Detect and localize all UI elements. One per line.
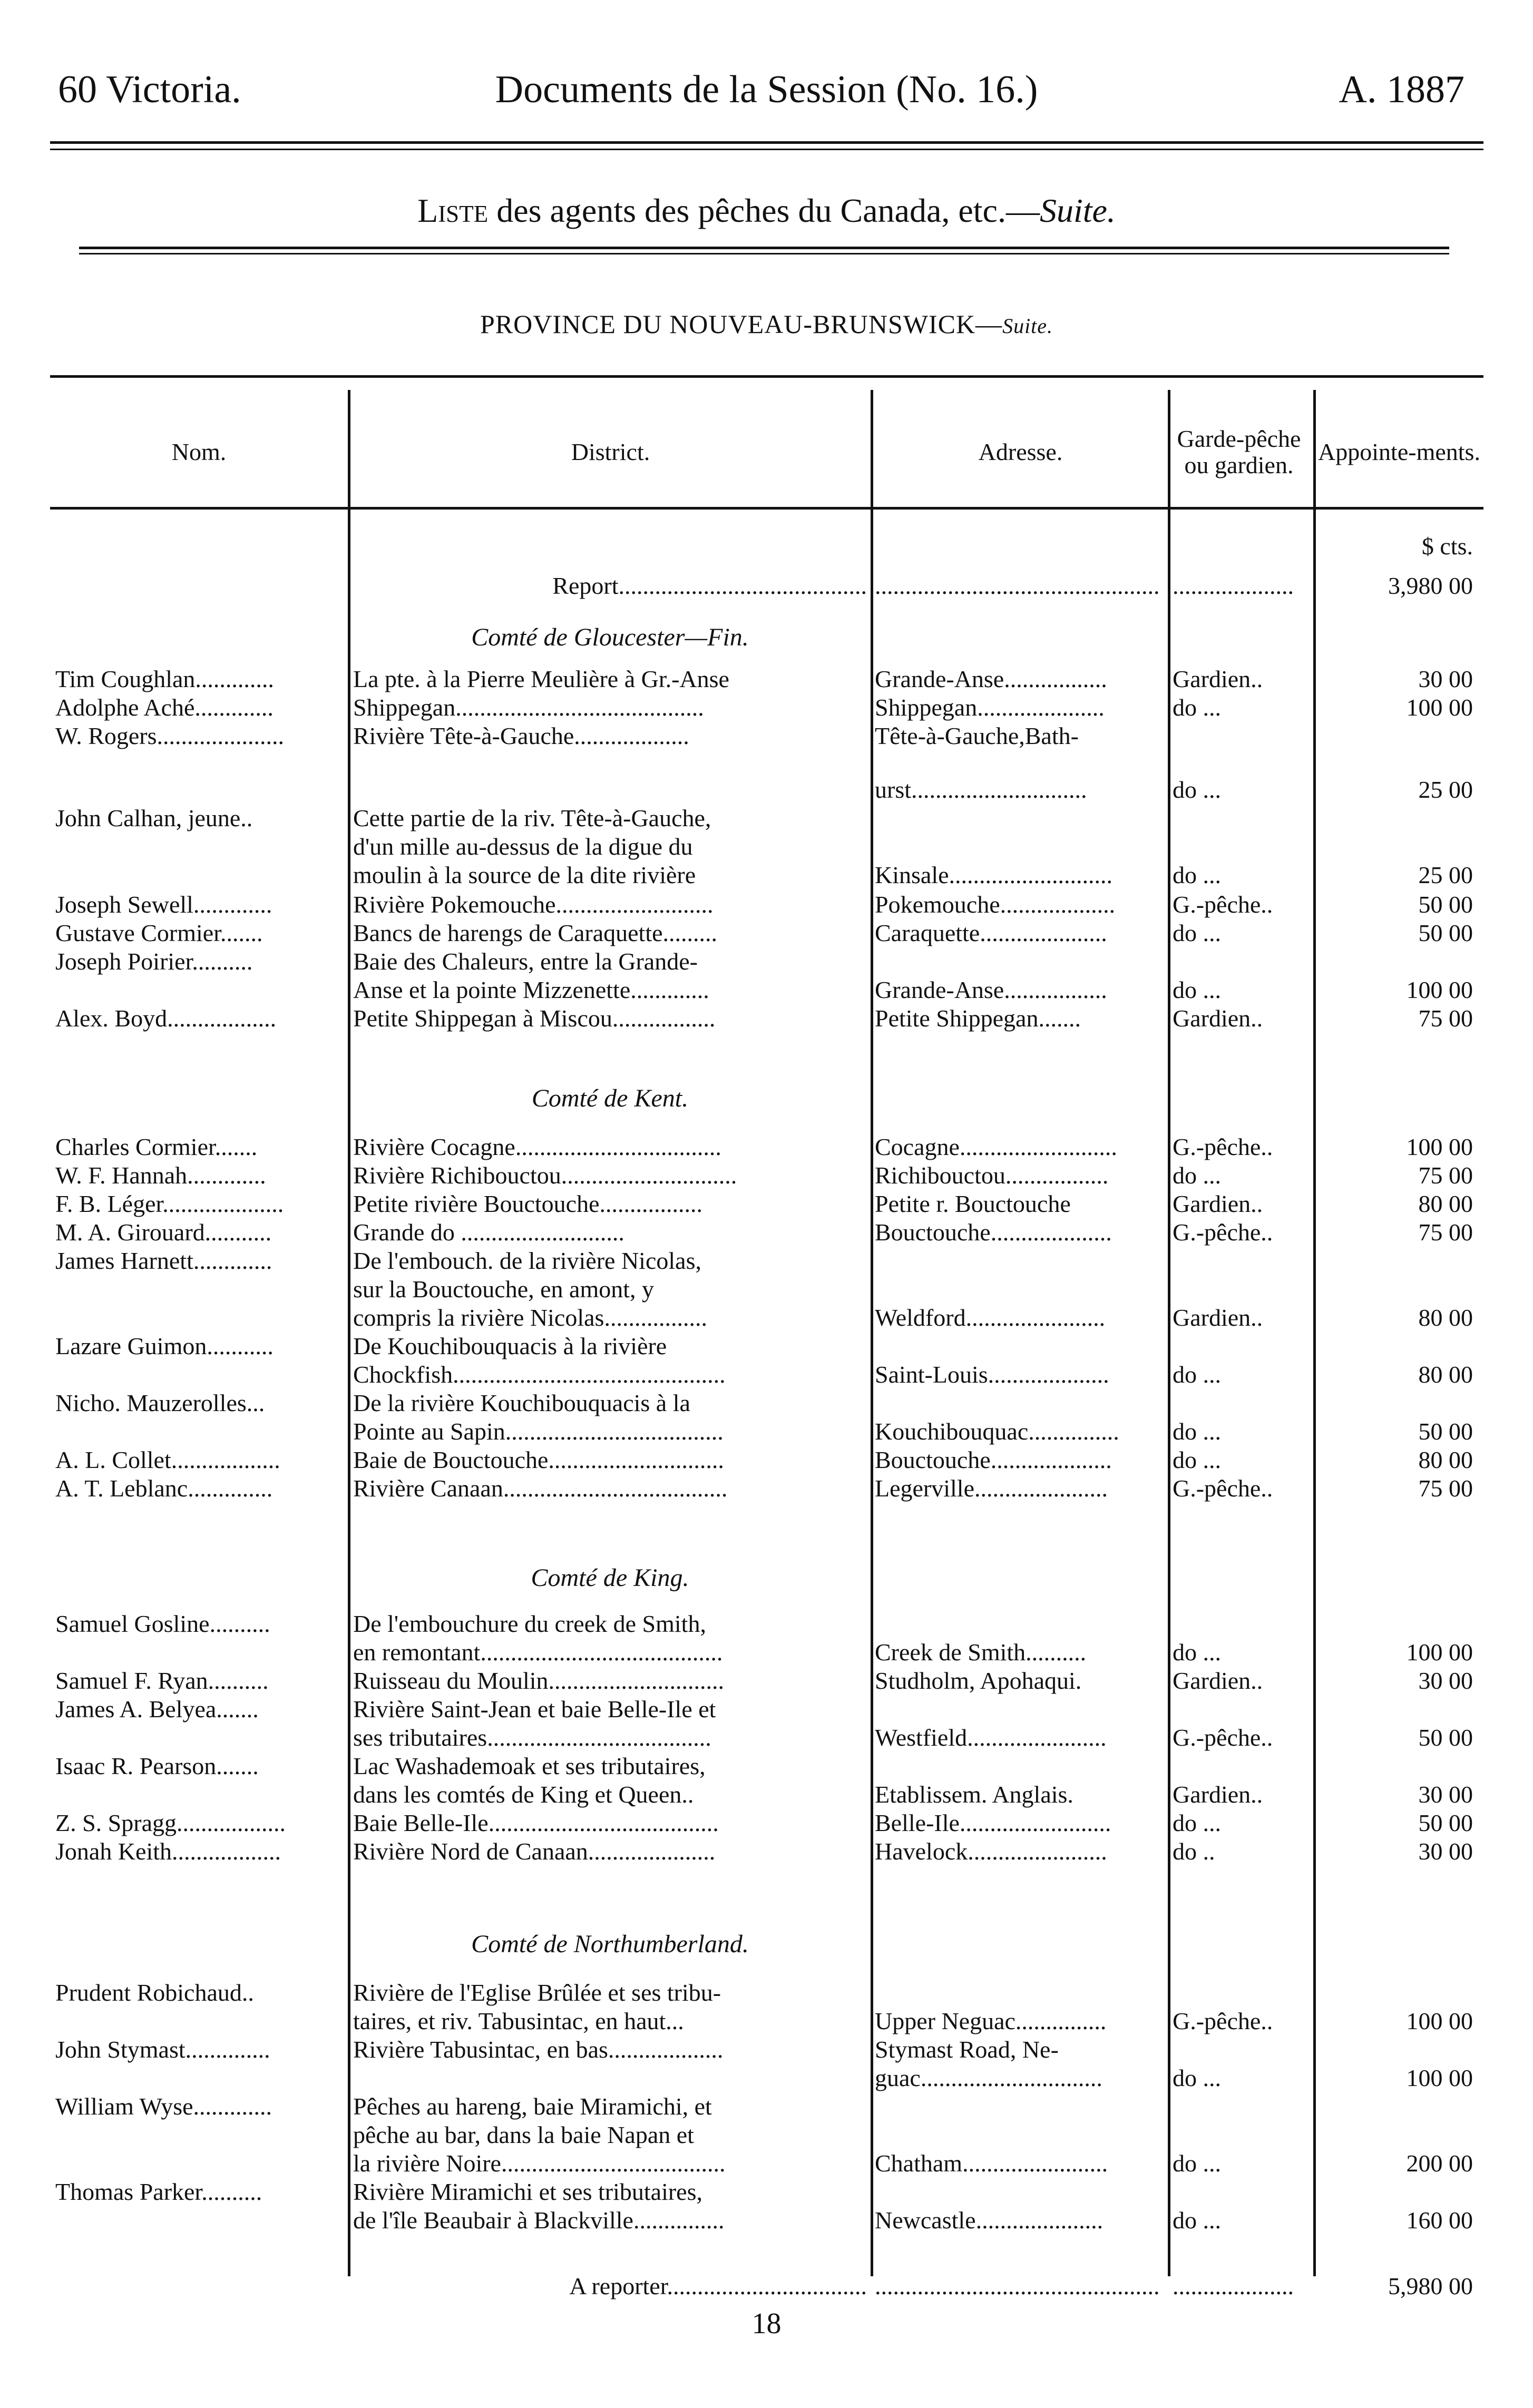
agent-district: de l'île Beaubair à Blackville...............	[353, 2207, 725, 2234]
table-row	[0, 1133, 1533, 1161]
agent-address: Grande-Anse.................	[875, 976, 1107, 1003]
table-row	[0, 1275, 1533, 1304]
agent-district: Ruisseau du Moulin.............................	[353, 1667, 725, 1694]
agent-district: Baie Belle-Ile......................................	[353, 1809, 719, 1836]
agent-district: De l'embouch. de la rivière Nicolas,	[353, 1247, 701, 1274]
table-row	[0, 1332, 1533, 1360]
table-row	[0, 722, 1533, 750]
agent-name: Lazare Guimon...........	[55, 1333, 274, 1359]
report-garde-leader: ....................	[1173, 572, 1294, 599]
agent-amount: 200 00	[1406, 2150, 1473, 2177]
province-title	[0, 303, 1533, 347]
agent-address: Grande-Anse.................	[875, 665, 1107, 692]
table-row	[0, 1161, 1533, 1190]
table-row	[0, 2007, 1533, 2035]
agent-district: ses tributaires.....................................	[353, 1724, 711, 1751]
agent-district: Lac Washademoak et ses tributaires,	[353, 1753, 706, 1779]
column-header-nom: Nom.	[171, 438, 227, 465]
agent-address: Stymast Road, Ne-	[875, 2036, 1059, 2063]
header-document-title: Documents de la Session (No. 16.)	[495, 68, 1038, 111]
agent-garde: Gardien..	[1173, 1005, 1263, 1032]
agent-name: W. F. Hannah.............	[55, 1162, 266, 1189]
carry-forward-garde-leader: ....................	[1173, 2273, 1294, 2299]
agent-district: la rivière Noire.....................................	[353, 2150, 726, 2177]
county-heading-gloucester: Comté de Gloucester—Fin.	[471, 623, 749, 651]
agent-amount: 80 00	[1418, 1190, 1473, 1217]
table-row	[0, 665, 1533, 693]
table-row	[0, 2121, 1533, 2149]
agent-district: Rivière Tête-à-Gauche...................	[353, 722, 689, 749]
agent-address: Bouctouche....................	[875, 1446, 1112, 1473]
agent-name: Thomas Parker..........	[55, 2178, 262, 2205]
agent-address: Petite Shippegan.......	[875, 1005, 1081, 1032]
agent-address: Havelock.......................	[875, 1838, 1107, 1865]
agent-address: Etablissem. Anglais.	[875, 1781, 1073, 1808]
agent-name: Jonah Keith..................	[55, 1838, 281, 1865]
agent-district: Bancs de harengs de Caraquette.........	[353, 919, 718, 946]
agent-garde: Gardien..	[1173, 1190, 1263, 1217]
column-header-adresse: Adresse.	[978, 438, 1063, 465]
agent-district: Petite Shippegan à Miscou.................	[353, 1005, 716, 1032]
agent-name: A. L. Collet..................	[55, 1446, 280, 1473]
report-address-leader: ...............................................	[875, 572, 1160, 599]
table-row	[0, 1780, 1533, 1809]
agent-address: Weldford.......................	[875, 1304, 1106, 1331]
table-row	[0, 1724, 1533, 1752]
table-row	[0, 1218, 1533, 1247]
agent-garde: G.-pêche..	[1173, 1724, 1273, 1751]
table-row	[0, 1389, 1533, 1417]
table-row	[0, 2092, 1533, 2121]
table-row	[0, 2149, 1533, 2178]
county-heading-king: Comté de King.	[531, 1564, 689, 1592]
agent-garde: do ...	[1173, 694, 1221, 721]
agent-amount: 25 00	[1418, 862, 1473, 888]
agent-district: Rivière Richibouctou.............................	[353, 1162, 737, 1189]
agent-address: Belle-Ile.........................	[875, 1809, 1111, 1836]
agent-amount: 80 00	[1418, 1446, 1473, 1473]
header-volume: A. 1887	[1339, 68, 1464, 111]
title-rule-top	[79, 247, 1449, 249]
table-row	[0, 1638, 1533, 1667]
agent-amount: 100 00	[1406, 1639, 1473, 1666]
table-row	[0, 919, 1533, 947]
agent-garde: do ...	[1173, 1809, 1221, 1836]
agent-amount: 100 00	[1406, 694, 1473, 721]
table-head-rule	[50, 507, 1483, 510]
header-rule-bottom	[50, 149, 1483, 150]
table-row	[0, 1837, 1533, 1866]
table-row	[0, 1190, 1533, 1218]
agent-name: Samuel F. Ryan..........	[55, 1667, 269, 1694]
agent-garde: do ...	[1173, 919, 1221, 946]
agent-amount: 100 00	[1406, 976, 1473, 1003]
agent-district: Cette partie de la riv. Tête-à-Gauche,	[353, 805, 711, 831]
agent-amount: 75 00	[1418, 1162, 1473, 1189]
agent-name: F. B. Léger....................	[55, 1190, 284, 1217]
list-title-suite: Suite.	[1039, 192, 1116, 229]
column-header-appointements: Appointe-ments.	[1318, 438, 1480, 465]
agent-name: Samuel Gosline..........	[55, 1610, 270, 1637]
agent-name: James Harnett.............	[55, 1247, 272, 1274]
agent-district: Rivière Cocagne..................................	[353, 1133, 721, 1160]
table-row	[0, 1752, 1533, 1780]
agent-name: M. A. Girouard...........	[55, 1219, 272, 1246]
agent-name: Joseph Poirier..........	[55, 948, 253, 975]
agent-garde: do ...	[1173, 1162, 1221, 1189]
agent-name: A. T. Leblanc..............	[55, 1475, 273, 1502]
agent-amount: 75 00	[1418, 1475, 1473, 1502]
agent-address: Tête-à-Gauche,Bath-	[875, 722, 1079, 749]
agent-amount: 30 00	[1418, 1838, 1473, 1865]
carry-forward-amount: 5,980 00	[1388, 2273, 1473, 2299]
agent-district: Rivière Miramichi et ses tributaires,	[353, 2178, 702, 2205]
agent-district: Pointe au Sapin....................................	[353, 1418, 724, 1445]
table-row	[0, 1446, 1533, 1474]
agent-garde: do ...	[1173, 2064, 1221, 2091]
agent-address: Petite r. Bouctouche	[875, 1190, 1071, 1217]
agent-garde: G.-pêche..	[1173, 1475, 1273, 1502]
agent-garde: G.-pêche..	[1173, 2008, 1273, 2034]
agent-address: Richibouctou.................	[875, 1162, 1109, 1189]
agent-address: Cocagne..........................	[875, 1133, 1117, 1160]
column-header-garde: Garde-pêche ou gardien.	[1177, 425, 1301, 478]
agent-address: Caraquette.....................	[875, 919, 1107, 946]
list-title	[0, 184, 1533, 237]
agent-district: d'un mille au-dessus de la digue du	[353, 833, 693, 860]
county-heading-northumberland: Comté de Northumberland.	[471, 1930, 749, 1958]
agent-garde: do ...	[1173, 2207, 1221, 2234]
agent-amount: 50 00	[1418, 891, 1473, 918]
province-suite: Suite.	[1002, 314, 1053, 338]
agent-name: James A. Belyea.......	[55, 1696, 259, 1722]
agent-amount: 100 00	[1406, 1133, 1473, 1160]
table-top-rule	[50, 375, 1483, 378]
agent-garde: do ...	[1173, 1639, 1221, 1666]
agent-amount: 25 00	[1418, 776, 1473, 803]
agent-district: Rivière de l'Eglise Brûlée et ses tribu-	[353, 1979, 721, 2006]
agent-address: Kinsale...........................	[875, 862, 1113, 888]
report-amount: 3,980 00	[1388, 572, 1473, 599]
agent-amount: 100 00	[1406, 2008, 1473, 2034]
agent-name: John Stymast..............	[55, 2036, 270, 2063]
agent-district: compris la rivière Nicolas.................	[353, 1304, 707, 1331]
agent-address: Studholm, Apohaqui.	[875, 1667, 1082, 1694]
agent-garde: do ...	[1173, 2150, 1221, 2177]
agent-amount: 50 00	[1418, 1724, 1473, 1751]
agent-garde: do ...	[1173, 976, 1221, 1003]
agent-name: Nicho. Mauzerolles...	[55, 1389, 265, 1416]
agent-address: Upper Neguac...............	[875, 2008, 1107, 2034]
carry-forward-row	[0, 2272, 1533, 2301]
table-row	[0, 1667, 1533, 1695]
agent-address: Legerville......................	[875, 1475, 1108, 1502]
agent-name: W. Rogers.....................	[55, 722, 285, 749]
agent-amount: 80 00	[1418, 1361, 1473, 1388]
agent-amount: 50 00	[1418, 1809, 1473, 1836]
agent-amount: 50 00	[1418, 1418, 1473, 1445]
agent-district: Baie des Chaleurs, entre la Grande-	[353, 948, 698, 975]
agent-amount: 30 00	[1418, 1667, 1473, 1694]
agent-garde: do ...	[1173, 776, 1221, 803]
agent-name: John Calhan, jeune..	[55, 805, 253, 831]
agent-address: Creek de Smith..........	[875, 1639, 1087, 1666]
agent-district: Shippegan.........................................	[353, 694, 704, 721]
agent-name: Tim Coughlan.............	[55, 665, 274, 692]
agent-garde: Gardien..	[1173, 665, 1263, 692]
agent-name: Gustave Cormier.......	[55, 919, 263, 946]
agent-address: Westfield.......................	[875, 1724, 1107, 1751]
table-row	[0, 2035, 1533, 2064]
agent-address: Newcastle.....................	[875, 2207, 1104, 2234]
agent-address: Pokemouche...................	[875, 891, 1116, 918]
agent-name: Alex. Boyd..................	[55, 1005, 277, 1032]
agent-name: Adolphe Aché.............	[55, 694, 274, 721]
agent-district: Petite rivière Bouctouche.................	[353, 1190, 703, 1217]
table-row	[0, 861, 1533, 889]
table-row	[0, 1247, 1533, 1275]
agent-name: Joseph Sewell.............	[55, 891, 272, 918]
agent-district: Grande do ...........................	[353, 1219, 624, 1246]
table-row	[0, 976, 1533, 1004]
agent-amount: 160 00	[1406, 2207, 1473, 2234]
agent-address: Bouctouche....................	[875, 1219, 1112, 1246]
agent-amount: 30 00	[1418, 665, 1473, 692]
table-row	[0, 1004, 1533, 1033]
table-row	[0, 776, 1533, 804]
table-row	[0, 804, 1533, 833]
table-row	[0, 2206, 1533, 2235]
table-row	[0, 1695, 1533, 1724]
agent-district: en remontant........................................	[353, 1639, 723, 1666]
agent-amount: 50 00	[1418, 919, 1473, 946]
agent-district: De Kouchibouquacis à la rivière	[353, 1333, 667, 1359]
agent-address: Chatham........................	[875, 2150, 1108, 2177]
agent-amount: 80 00	[1418, 1304, 1473, 1331]
agent-name: Prudent Robichaud..	[55, 1979, 254, 2006]
agent-district: pêche au bar, dans la baie Napan et	[353, 2121, 694, 2148]
agent-district: Anse et la pointe Mizzenette.............	[353, 976, 709, 1003]
table-row	[0, 1417, 1533, 1446]
agent-address: guac..............................	[875, 2064, 1102, 2091]
agent-district: De l'embouchure du creek de Smith,	[353, 1610, 706, 1637]
agent-garde: G.-pêche..	[1173, 891, 1273, 918]
header-session-year: 60 Victoria.	[58, 68, 241, 111]
agent-garde: do ...	[1173, 1361, 1221, 1388]
currency-heading	[0, 532, 1533, 561]
agent-district: dans les comtés de King et Queen..	[353, 1781, 694, 1808]
agent-district: Chockfish.............................................	[353, 1361, 726, 1388]
agent-garde: do ...	[1173, 1418, 1221, 1445]
agent-district: taires, et riv. Tabusintac, en haut...	[353, 2008, 684, 2034]
agent-district: Rivière Saint-Jean et baie Belle-Ile et	[353, 1696, 716, 1722]
agent-district: Rivière Nord de Canaan.....................	[353, 1838, 716, 1865]
column-header-district: District.	[571, 438, 650, 465]
table-row	[0, 1304, 1533, 1332]
agent-address: Saint-Louis....................	[875, 1361, 1109, 1388]
table-row	[0, 2064, 1533, 2092]
table-row	[0, 1360, 1533, 1389]
agent-district: Pêches au hareng, baie Miramichi, et	[353, 2093, 712, 2120]
running-header	[0, 58, 1533, 121]
page-number: 18	[751, 2307, 782, 2340]
agent-address: Kouchibouquac...............	[875, 1418, 1119, 1445]
agent-garde: do ..	[1173, 1838, 1215, 1865]
agent-garde: do ...	[1173, 862, 1221, 888]
agent-amount: 75 00	[1418, 1219, 1473, 1246]
agent-address: urst.............................	[875, 776, 1087, 803]
agent-district: sur la Bouctouche, en amont, y	[353, 1276, 655, 1303]
table-row	[0, 2178, 1533, 2206]
agent-name: Isaac R. Pearson.......	[55, 1753, 259, 1779]
agent-district: De la rivière Kouchibouquacis à la	[353, 1389, 690, 1416]
agent-amount: 75 00	[1418, 1005, 1473, 1032]
agent-district: La pte. à la Pierre Meulière à Gr.-Anse	[353, 665, 729, 692]
list-title-text: des agents des pêches du Canada, etc.—	[488, 192, 1040, 229]
carry-forward-address-leader: ...............................................	[875, 2273, 1160, 2299]
agent-address: Shippegan.....................	[875, 694, 1105, 721]
agent-garde: G.-pêche..	[1173, 1133, 1273, 1160]
agent-garde: Gardien..	[1173, 1781, 1263, 1808]
agent-district: Rivière Canaan.....................................	[353, 1475, 728, 1502]
agent-amount: 100 00	[1406, 2064, 1473, 2091]
table-row	[0, 833, 1533, 861]
agent-name: Z. S. Spragg..................	[55, 1809, 286, 1836]
agent-amount: 30 00	[1418, 1781, 1473, 1808]
carry-forward-label: A reporter.................................	[569, 2273, 867, 2299]
county-heading-kent: Comté de Kent.	[531, 1084, 689, 1112]
agent-name: William Wyse.............	[55, 2093, 272, 2120]
list-title-first-word: Liste	[417, 192, 489, 229]
agent-name: Charles Cormier.......	[55, 1133, 258, 1160]
table-row	[0, 1809, 1533, 1837]
agent-district: moulin à la source de la dite rivière	[353, 862, 696, 888]
agent-district: Rivière Tabusintac, en bas...................	[353, 2036, 724, 2063]
header-rule-top	[50, 141, 1483, 144]
table-row	[0, 1979, 1533, 2007]
report-row	[0, 572, 1533, 600]
province-name: PROVINCE DU NOUVEAU-BRUNSWICK—	[480, 309, 1003, 339]
table-row	[0, 1610, 1533, 1638]
agent-garde: do ...	[1173, 1446, 1221, 1473]
agent-district: Baie de Bouctouche.............................	[353, 1446, 724, 1473]
agent-garde: G.-pêche..	[1173, 1219, 1273, 1246]
agent-district: Rivière Pokemouche..........................	[353, 891, 714, 918]
agent-garde: Gardien..	[1173, 1667, 1263, 1694]
currency-units: $ cts.	[1421, 533, 1473, 560]
report-label: Report.........................................	[552, 572, 867, 599]
table-row	[0, 890, 1533, 919]
title-rule-bottom	[79, 253, 1449, 254]
table-row	[0, 947, 1533, 976]
table-row	[0, 1474, 1533, 1503]
agent-garde: Gardien..	[1173, 1304, 1263, 1331]
table-row	[0, 693, 1533, 722]
